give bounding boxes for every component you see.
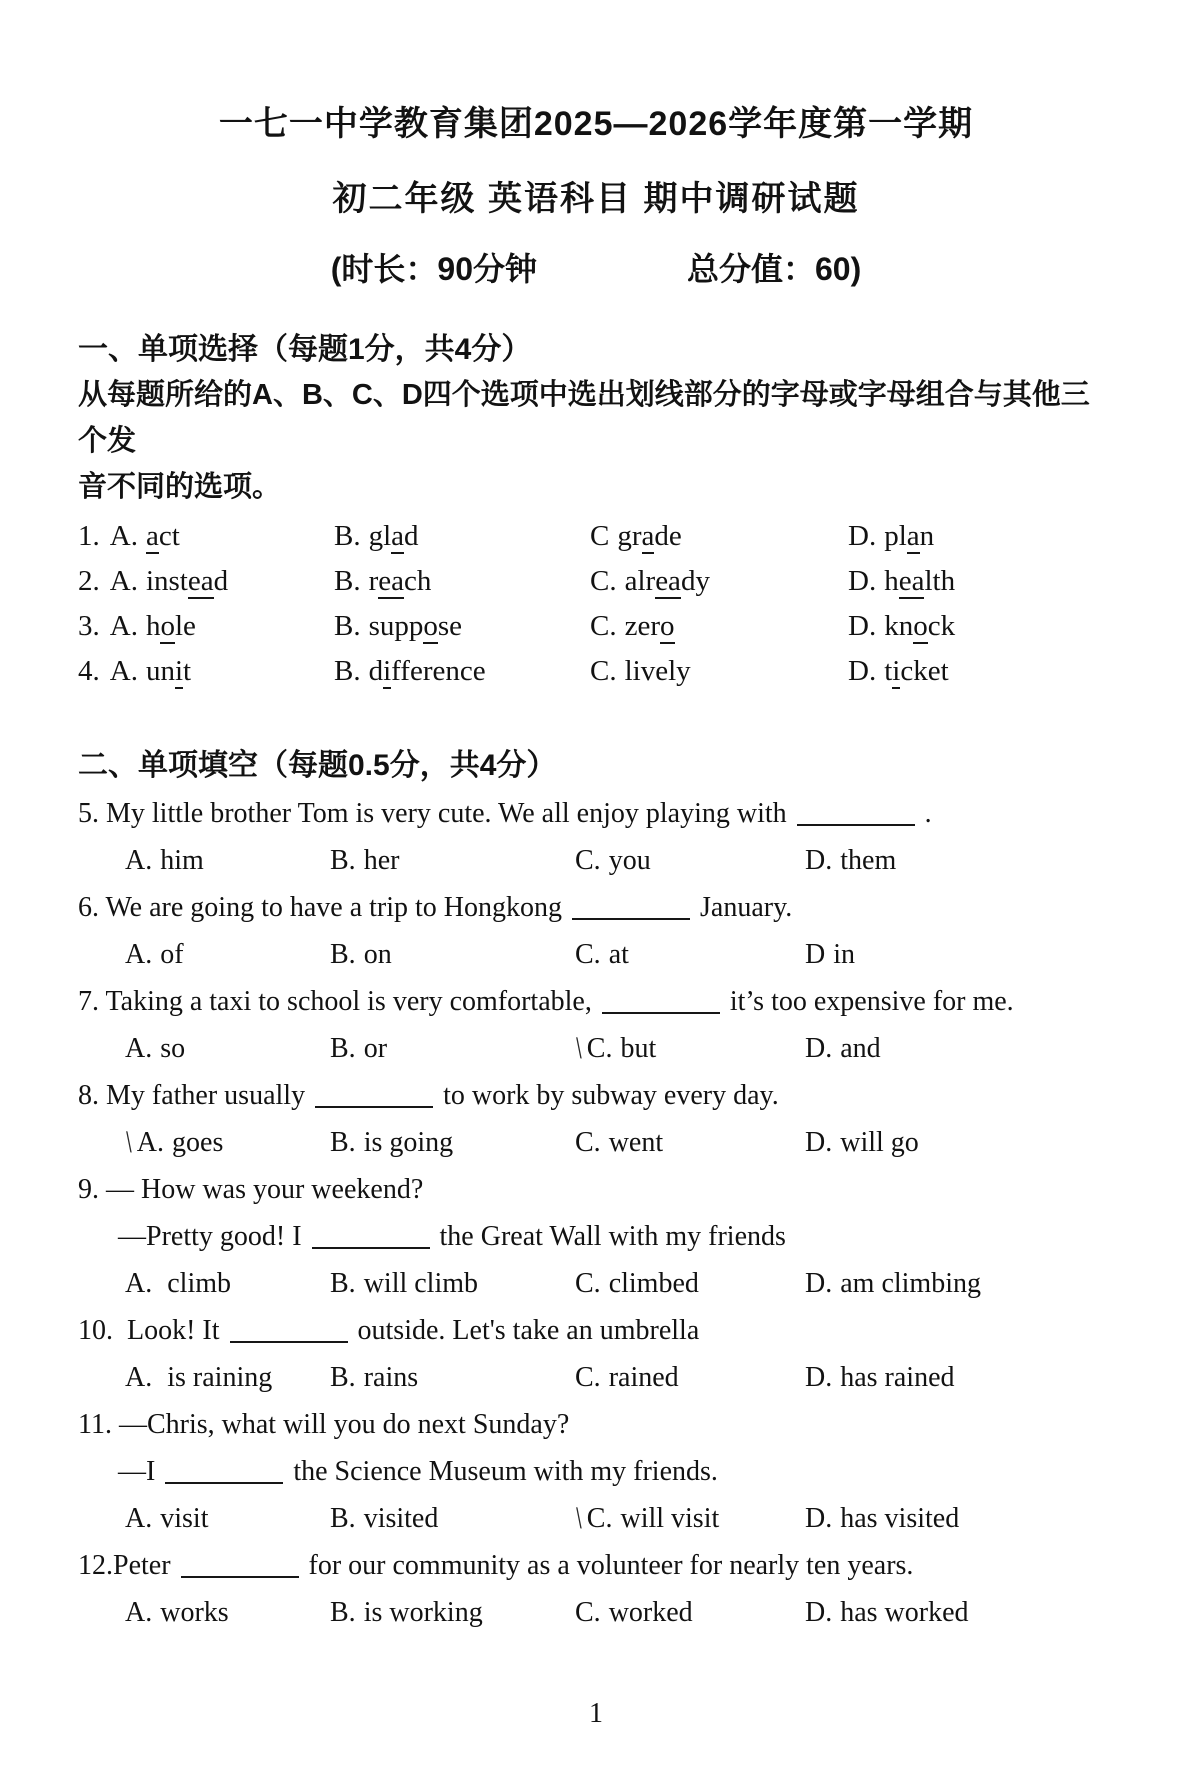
option-label: A. (125, 1268, 153, 1299)
underlined-letters: a (145, 520, 159, 552)
phonetics-question-row (78, 649, 1114, 694)
answer-option (125, 1495, 330, 1542)
option-word: unit (145, 655, 192, 687)
option-row (78, 1025, 1114, 1072)
phonetics-question-list (78, 514, 1114, 694)
option-text: rained (608, 1362, 679, 1393)
section-one-instruction-line2: 音不同的选项。 (78, 471, 282, 503)
option-label: B. (330, 1503, 356, 1534)
answer-option (805, 837, 1114, 884)
answer-option (575, 1260, 805, 1307)
option-label: D. (805, 1033, 833, 1064)
answer-option (330, 1260, 575, 1307)
option-label: C (590, 520, 610, 552)
phonetics-option (848, 514, 1114, 559)
stem-text: 10. Look! It (78, 1315, 220, 1346)
option-text: and (840, 1033, 881, 1064)
option-word: lively (624, 655, 691, 687)
section-divider-space (78, 694, 1114, 744)
answer-option (125, 1119, 330, 1166)
option-label: B. (330, 1597, 356, 1628)
option-label: D. (805, 845, 833, 876)
underlined-letters: ea (187, 565, 214, 597)
question-number: 4. (78, 655, 100, 687)
option-label: D. (848, 565, 877, 597)
answer-option (330, 1589, 575, 1636)
paper-meta (78, 244, 1114, 290)
underlined-letters: a (391, 520, 405, 552)
phonetics-option (848, 649, 1114, 694)
option-label: C. (586, 1503, 613, 1534)
option-label: C. (575, 1268, 601, 1299)
option-word: health (884, 565, 956, 597)
pen-mark-artifact (122, 1116, 135, 1168)
option-label: B. (334, 610, 361, 642)
stem-text: 9. — How was your weekend? (78, 1174, 424, 1205)
option-label: C. (586, 1033, 613, 1064)
option-label: D. (805, 1268, 833, 1299)
option-text: is going (363, 1127, 454, 1158)
question-stem-line (78, 1448, 1114, 1495)
option-text: them (840, 845, 897, 876)
option-text: am climbing (840, 1268, 981, 1299)
option-label: A. (125, 1033, 153, 1064)
phonetics-option (590, 514, 848, 559)
option-text: but (620, 1033, 657, 1064)
option-text: will visit (620, 1503, 720, 1534)
answer-blank (181, 1556, 299, 1578)
stem-text: it’s too expensive for me. (729, 986, 1014, 1017)
answer-option (805, 1260, 1114, 1307)
fill-in-question (78, 1072, 1114, 1166)
question-number: 1. (78, 520, 100, 552)
option-text: visit (160, 1503, 209, 1534)
answer-option (330, 1119, 575, 1166)
option-label: D. (805, 1362, 833, 1393)
stem-text: to work by subway every day. (443, 1080, 779, 1111)
answer-option (575, 1589, 805, 1636)
option-text: will go (840, 1127, 919, 1158)
question-stem-line (78, 790, 1114, 837)
section-one-phonetics (78, 328, 1114, 694)
option-label: A. (109, 520, 138, 552)
answer-blank (312, 1227, 430, 1249)
section-two-heading: 二、单项填空（每题0.5分，共4分） (78, 749, 557, 782)
option-text: on (363, 939, 392, 970)
phonetics-question-row (78, 559, 1114, 604)
option-label: C. (575, 1127, 601, 1158)
option-label: B. (330, 1127, 356, 1158)
phonetics-option (590, 604, 848, 649)
option-word: zero (624, 610, 675, 642)
option-word: difference (368, 655, 486, 687)
option-label: C. (590, 565, 617, 597)
option-text: has rained (840, 1362, 955, 1393)
question-stem-line (78, 1307, 1114, 1354)
answer-option (805, 931, 1114, 978)
option-label: B. (330, 1033, 356, 1064)
answer-option (125, 837, 330, 884)
stem-text: —I (118, 1456, 156, 1487)
paper-header (78, 96, 1114, 290)
answer-blank (165, 1462, 283, 1484)
underlined-letters: ea (898, 565, 925, 597)
answer-option (330, 1495, 575, 1542)
option-text: in (833, 939, 856, 970)
phonetics-option (590, 559, 848, 604)
option-text: is working (363, 1597, 483, 1628)
question-stem-line (78, 884, 1114, 931)
option-label: C. (575, 845, 601, 876)
option-text: has visited (840, 1503, 960, 1534)
option-word: glad (368, 520, 419, 552)
answer-option (575, 1495, 805, 1542)
option-label: D. (848, 610, 877, 642)
option-text: went (608, 1127, 664, 1158)
answer-option (575, 1119, 805, 1166)
fill-in-question (78, 1542, 1114, 1636)
question-stem-line (78, 1072, 1114, 1119)
option-word: instead (145, 565, 229, 597)
option-label: C. (575, 939, 601, 970)
option-text: goes (172, 1127, 224, 1158)
page-number: 1 (589, 1698, 603, 1729)
option-label: D. (805, 1597, 833, 1628)
option-label: A. (125, 1362, 153, 1393)
answer-option (805, 1119, 1114, 1166)
answer-option (125, 931, 330, 978)
question-stem-line (78, 1401, 1114, 1448)
option-text: will climb (363, 1268, 479, 1299)
option-label: A. (136, 1127, 165, 1158)
question-number: 2. (78, 565, 100, 597)
answer-option (805, 1589, 1114, 1636)
option-label: A. (125, 1597, 153, 1628)
answer-blank (602, 992, 720, 1014)
stem-text: January. (700, 892, 793, 923)
phonetics-option (78, 649, 334, 694)
option-label: B. (334, 520, 361, 552)
option-text: climbed (608, 1268, 699, 1299)
option-row (78, 1119, 1114, 1166)
option-row (78, 837, 1114, 884)
question-stem-line (78, 978, 1114, 1025)
fill-in-question (78, 1166, 1114, 1307)
total-score-label: 总分值：60) (687, 251, 862, 287)
option-label: D. (805, 1503, 833, 1534)
option-row (78, 1260, 1114, 1307)
option-label: A. (109, 565, 138, 597)
option-label: A. (125, 939, 153, 970)
answer-option (575, 837, 805, 884)
fill-in-question (78, 1401, 1114, 1542)
option-label: B. (330, 1362, 356, 1393)
phonetics-option (334, 649, 590, 694)
option-label: D. (848, 520, 877, 552)
fill-in-question (78, 790, 1114, 884)
stem-text: —Pretty good! I (118, 1221, 302, 1252)
stem-text: 6. We are going to have a trip to Hongkong (78, 892, 563, 923)
answer-option (125, 1354, 330, 1401)
option-word: hole (145, 610, 196, 642)
paper-subtitle: 初二年级 英语科目 期中调研试题 (332, 180, 860, 218)
answer-option (805, 1025, 1114, 1072)
stem-text: 11. —Chris, what will you do next Sunday? (78, 1409, 570, 1440)
phonetics-option (78, 604, 334, 649)
option-text: of (160, 939, 184, 970)
question-number: 3. (78, 610, 100, 642)
question-stem-line (78, 1166, 1114, 1213)
option-label: A. (109, 610, 138, 642)
option-word: grade (617, 520, 682, 552)
question-stem-line (78, 1213, 1114, 1260)
stem-text: for our community as a volunteer for nearly ten years. (308, 1550, 914, 1581)
pen-mark-artifact (572, 1022, 585, 1074)
phonetics-option (590, 649, 848, 694)
question-stem-line (78, 1542, 1114, 1589)
option-row (78, 1589, 1114, 1636)
option-text: is raining (160, 1362, 273, 1393)
option-label: C. (575, 1597, 601, 1628)
phonetics-option (78, 559, 334, 604)
option-label: B. (330, 1268, 356, 1299)
option-label: D. (805, 1127, 833, 1158)
answer-blank (230, 1321, 348, 1343)
option-word: knock (884, 610, 956, 642)
option-text: climb (160, 1268, 231, 1299)
stem-text: . (924, 798, 932, 829)
answer-blank (572, 898, 690, 920)
answer-option (330, 837, 575, 884)
option-row (78, 1354, 1114, 1401)
answer-option (125, 1589, 330, 1636)
phonetics-option (334, 559, 590, 604)
option-text: visited (363, 1503, 439, 1534)
section-one-instruction-line1: 从每题所给的A、B、C、D四个选项中选出划线部分的字母或字母组合与其他三个发 (78, 379, 1090, 457)
answer-option (330, 931, 575, 978)
underlined-letters: o (423, 610, 438, 642)
option-label: D. (848, 655, 877, 687)
option-label: A. (109, 655, 138, 687)
stem-text: 8. My father usually (78, 1080, 306, 1111)
fill-in-question (78, 1307, 1114, 1401)
option-text: works (160, 1597, 229, 1628)
underlined-letters: ea (655, 565, 681, 597)
option-text: worked (608, 1597, 693, 1628)
section-two-fill-in (78, 744, 1114, 1636)
underlined-letters: i (174, 655, 184, 687)
phonetics-question-row (78, 514, 1114, 559)
stem-text: 7. Taking a taxi to school is very comfortable, (78, 986, 592, 1017)
option-text: rains (363, 1362, 419, 1393)
phonetics-question-row (78, 604, 1114, 649)
option-text: her (363, 845, 400, 876)
underlined-letters: a (906, 520, 920, 552)
page-footer (78, 1698, 1114, 1730)
option-word: already (624, 565, 710, 597)
phonetics-option (848, 604, 1114, 649)
answer-option (575, 931, 805, 978)
answer-option (805, 1495, 1114, 1542)
option-label: B. (330, 845, 356, 876)
answer-option (125, 1260, 330, 1307)
fill-in-question (78, 978, 1114, 1072)
phonetics-option (334, 604, 590, 649)
underlined-letters: a (641, 520, 655, 552)
option-word: plan (884, 520, 935, 552)
underlined-letters: ea (378, 565, 405, 597)
option-label: A. (125, 1503, 153, 1534)
option-label: D (805, 939, 826, 970)
fill-in-question (78, 884, 1114, 978)
answer-option (330, 1354, 575, 1401)
option-label: C. (575, 1362, 601, 1393)
option-text: so (160, 1033, 186, 1064)
phonetics-option (334, 514, 590, 559)
phonetics-option (848, 559, 1114, 604)
stem-text: 5. My little brother Tom is very cute. We all enjoy playing with (78, 798, 787, 829)
option-label: A. (125, 845, 153, 876)
pen-mark-artifact (572, 1492, 585, 1544)
fill-in-question-list (78, 790, 1114, 1636)
option-text: him (160, 845, 204, 876)
option-label: C. (590, 610, 617, 642)
stem-text: 12.Peter (78, 1550, 171, 1581)
option-label: C. (590, 655, 617, 687)
underlined-letters: o (160, 610, 175, 642)
option-text: or (363, 1033, 388, 1064)
stem-text: outside. Let's take an umbrella (357, 1315, 700, 1346)
answer-blank (797, 804, 915, 826)
underlined-letters: i (383, 655, 392, 687)
option-word: act (145, 520, 180, 552)
paper-title: 一七一中学教育集团2025—2026学年度第一学期 (218, 105, 974, 143)
option-word: ticket (884, 655, 949, 687)
answer-option (330, 1025, 575, 1072)
option-word: reach (368, 565, 432, 597)
answer-option (805, 1354, 1114, 1401)
stem-text: the Science Museum with my friends. (293, 1456, 718, 1487)
option-label: B. (330, 939, 356, 970)
answer-option (575, 1354, 805, 1401)
answer-option (575, 1025, 805, 1072)
option-text: has worked (840, 1597, 969, 1628)
option-row (78, 1495, 1114, 1542)
option-label: B. (334, 655, 361, 687)
underlined-letters: o (660, 610, 675, 642)
answer-blank (315, 1086, 433, 1108)
option-text: at (608, 939, 629, 970)
option-label: B. (334, 565, 361, 597)
answer-option (125, 1025, 330, 1072)
option-text: you (608, 845, 651, 876)
underlined-letters: o (913, 610, 928, 642)
stem-text: the Great Wall with my friends (439, 1221, 786, 1252)
phonetics-option (78, 514, 334, 559)
section-one-heading: 一、单项选择（每题1分，共4分） (78, 333, 532, 366)
underlined-letters: i (892, 655, 901, 687)
option-word: suppose (368, 610, 463, 642)
option-row (78, 931, 1114, 978)
duration-label: (时长：90分钟 (330, 251, 537, 287)
